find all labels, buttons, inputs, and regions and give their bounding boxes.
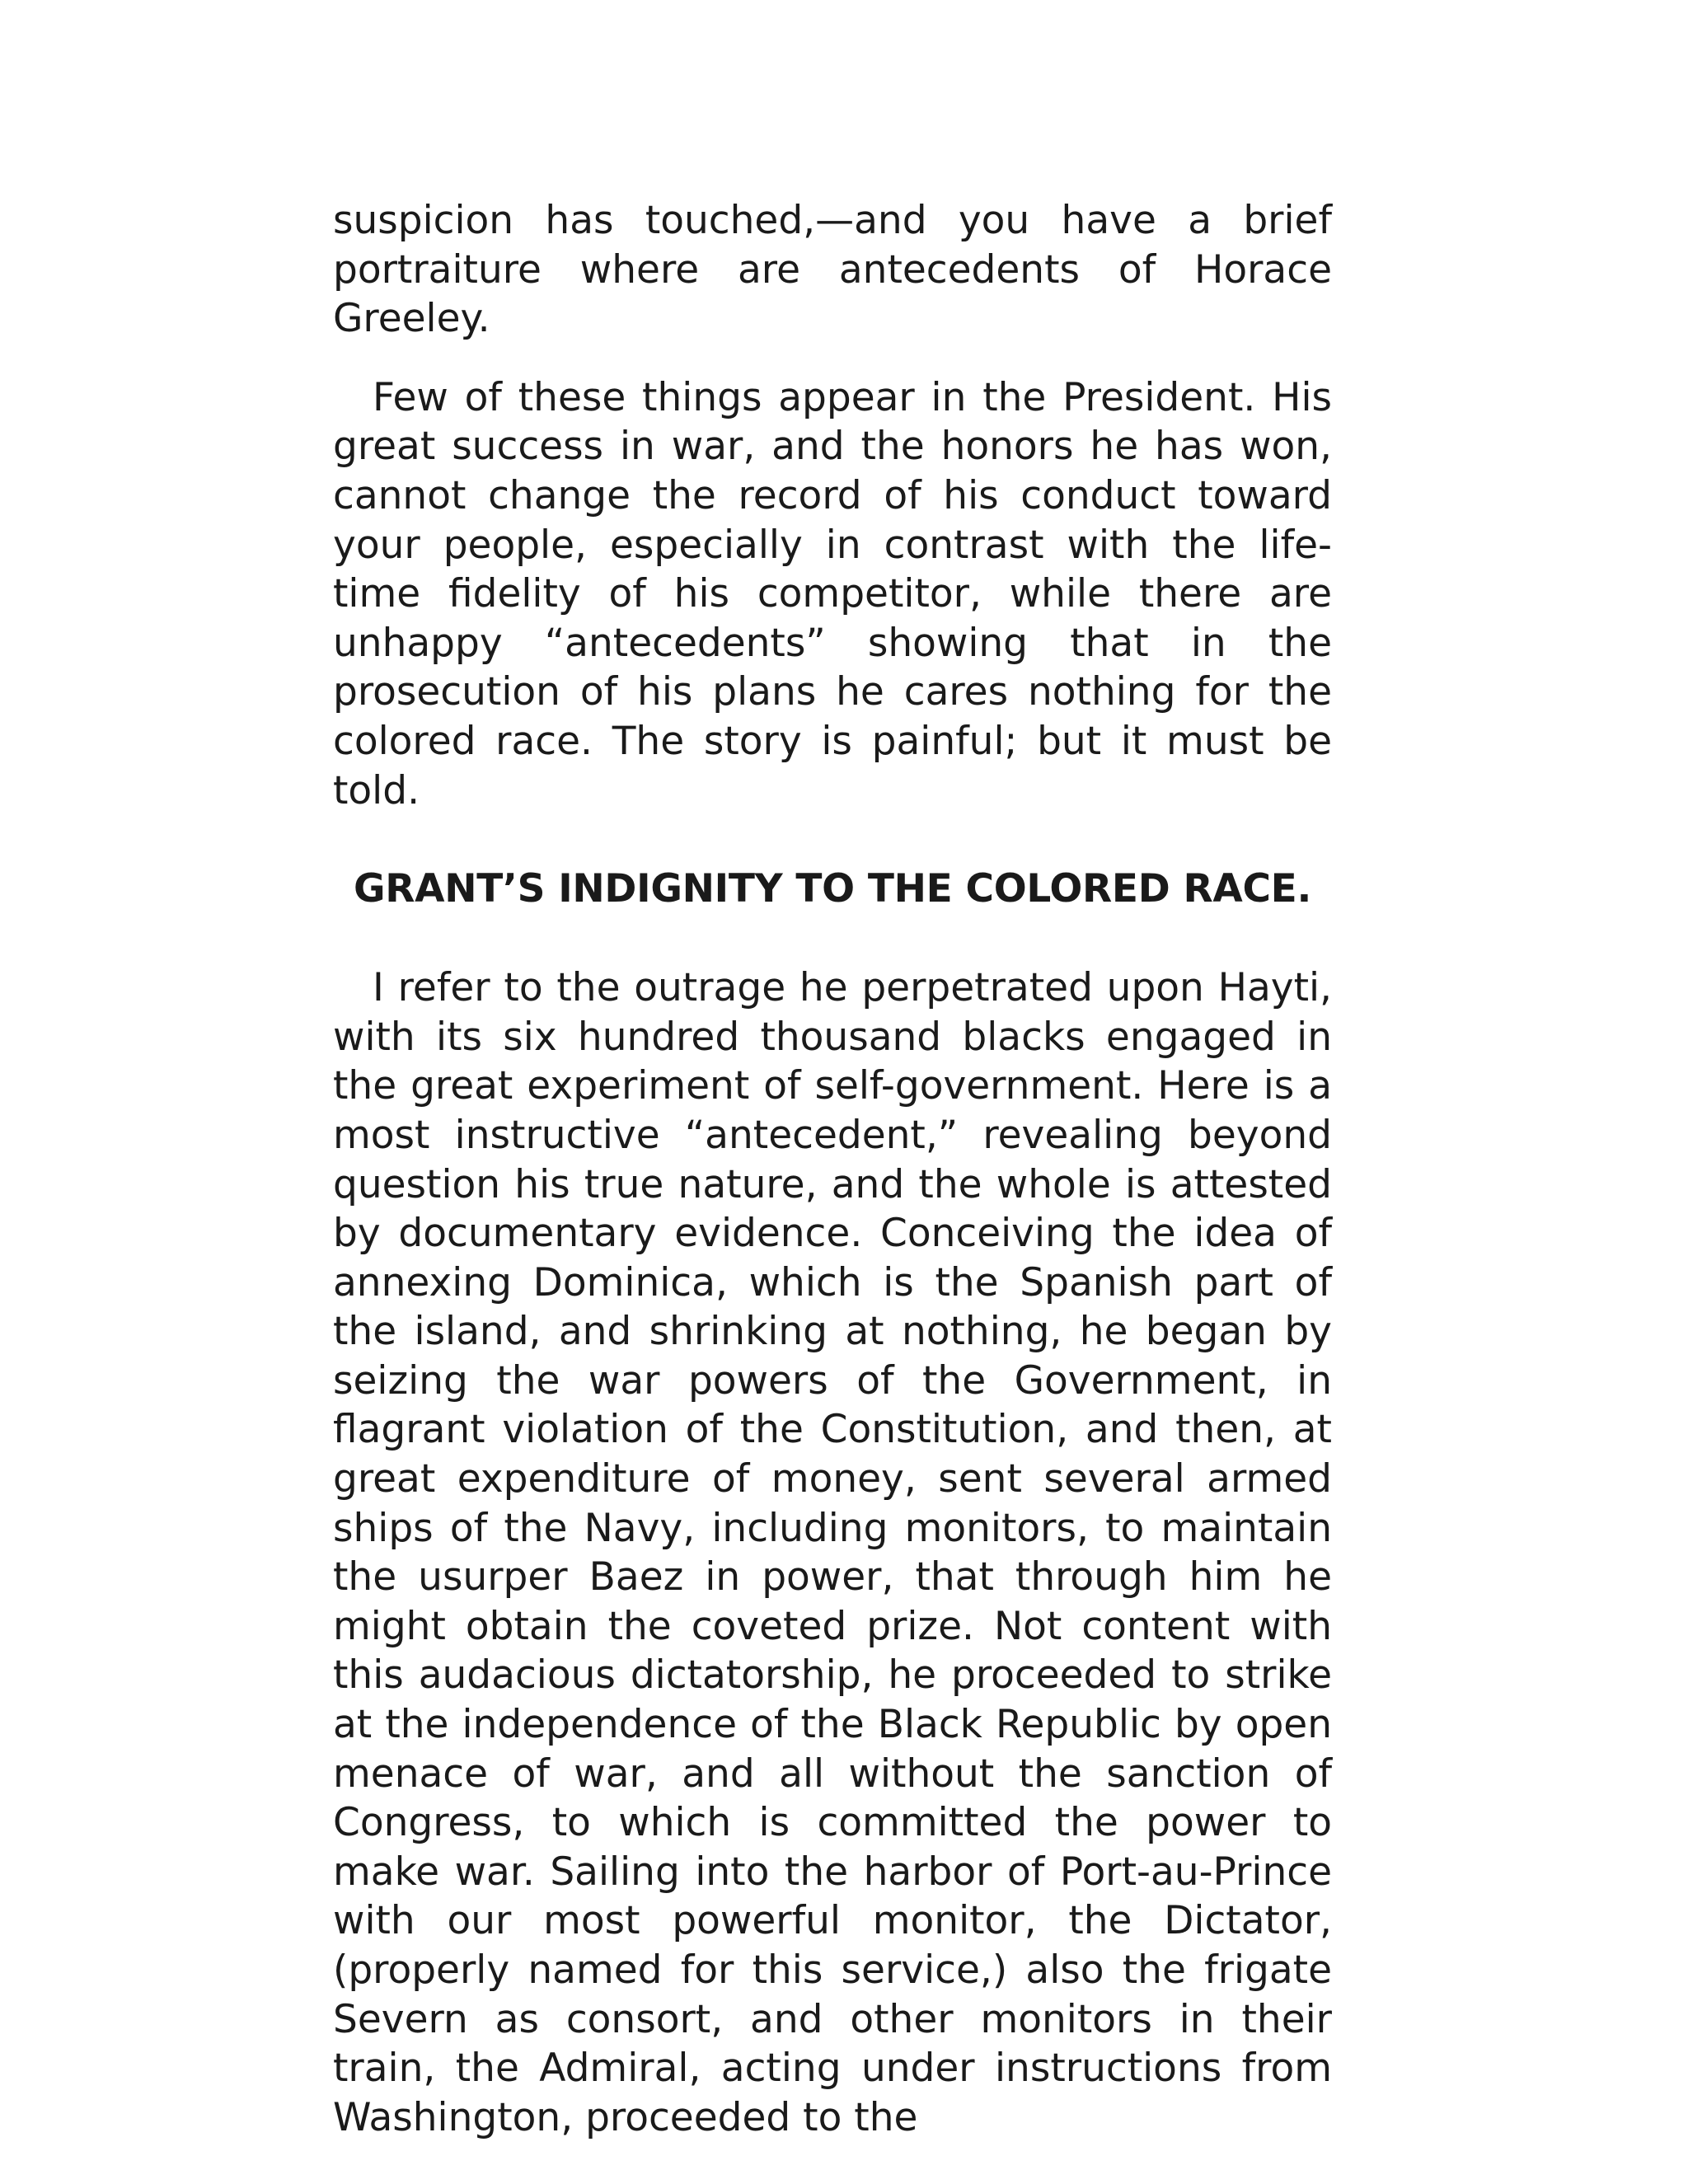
document-page — [333, 196, 1332, 2142]
paragraph-hayti: I refer to the outrage he perpetrated upon Hayti, with its six hundred thousand blacks engaged in the great experiment of self-government. Here is a most instructive “antecedent,” revealing beyond question his true nature, and the whole is attested by documentary evidence. Conceiving the idea of annexing Dominica, which is the Spanish part of the island, and shrinking at nothing, he began by seizing the war powers of the Government, in flagrant violation of the Constitution, and then, at great expenditure of money, sent several armed ships of the Navy, including monitors, to maintain the usurper Baez in power, that through him he might obtain the coveted prize. Not content with this audacious dictatorship, he proceeded to strike at the independence of the Black Republic by open menace of war, and all without the sanction of Congress, to which is committed the power to make war. Sailing into the harbor of Port-au-Prince with our most powerful monitor, the Dictator, (properly named for this service,) also the frigate Severn as consort, and other monitors in their train, the Admiral, acting under instructions from Washington, proceeded to the — [333, 965, 1332, 2140]
paragraph-president: Few of these things appear in the President. His great success in war, and the honors he has won, cannot change the record of his conduct toward your people, especially in contrast with the life-time fidelity of his competitor, while there are unhappy “antecedents” showing that in the prosecution of his plans he cares nothing for the colored race. The story is painful; but it must be told. — [333, 374, 1332, 813]
paragraph-continuation: suspicion has touched,—and you have a brief portraiture where are antecedents of Horace Greeley. — [333, 198, 1332, 342]
section-heading: GRANT’S INDIGNITY TO THE COLORED RACE. — [354, 866, 1311, 912]
